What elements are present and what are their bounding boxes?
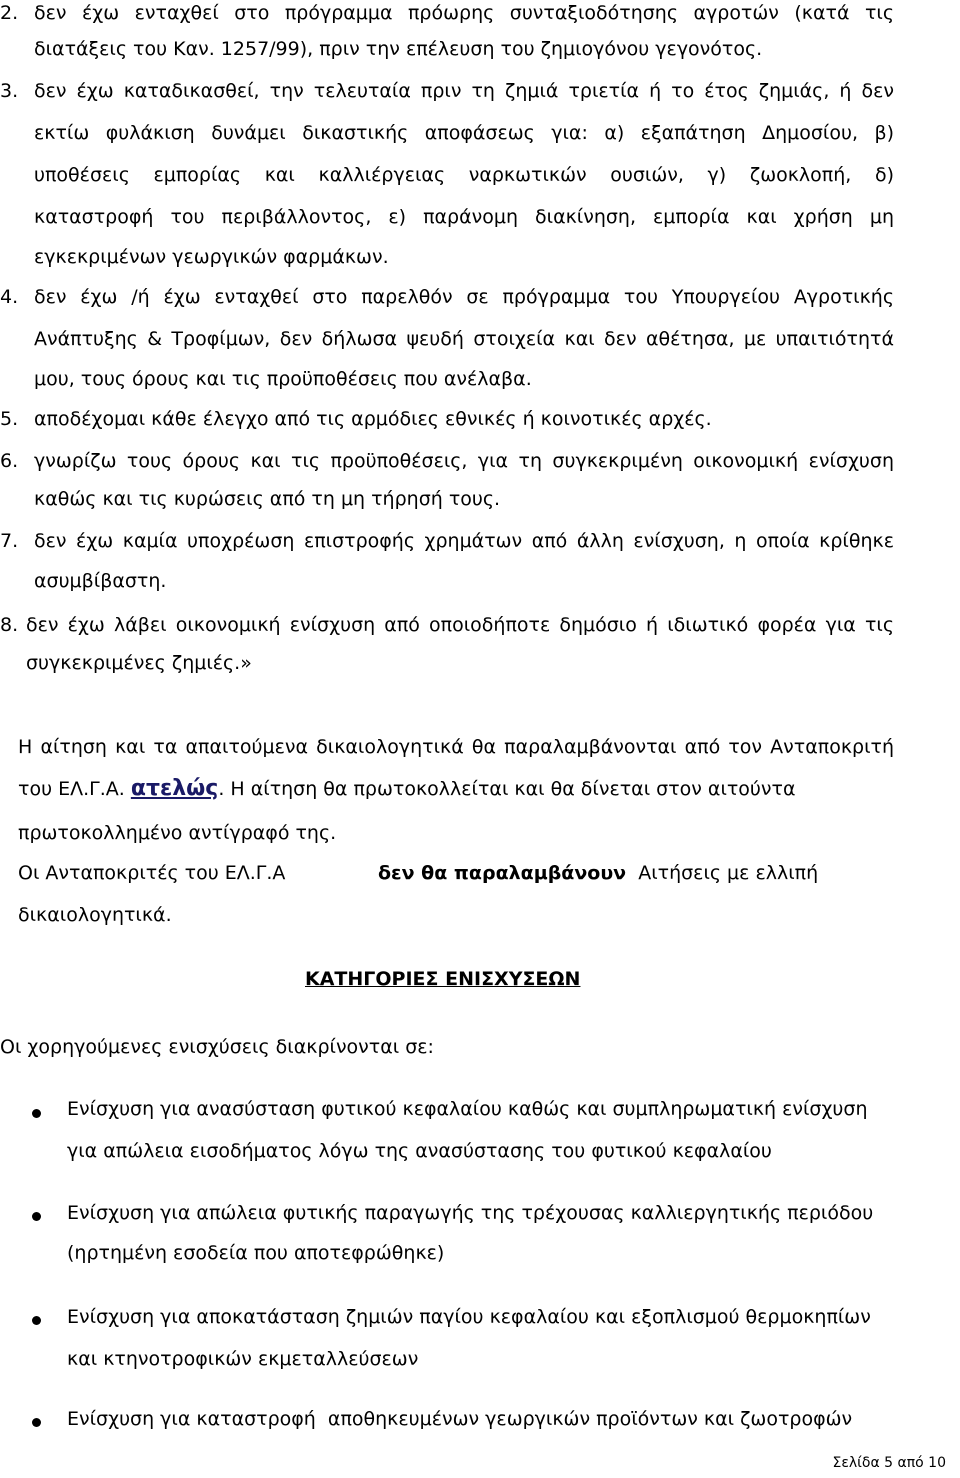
list-item-line: καθώς και τις κυρώσεις από τη μη τήρησή τους. xyxy=(34,488,501,510)
bullet-item-line: και κτηνοτροφικών εκμεταλλεύσεων xyxy=(67,1348,419,1370)
submission-text: Οι Ανταποκριτές του ΕΛ.Γ.Α xyxy=(18,862,286,884)
list-number: 7. xyxy=(0,530,19,552)
bullet-icon xyxy=(32,1418,41,1427)
submission-text xyxy=(18,776,796,801)
list-item-line: μου, τους όρους και τις προϋποθέσεις που ανέλαβα. xyxy=(34,368,532,390)
list-item-line: συγκεκριμένες ζημιές.» xyxy=(26,652,252,674)
list-item-line: δεν έχω καταδικασθεί, την τελευταία πριν τη ζημιά τριετία ή το έτος ζημιάς, ή δεν xyxy=(34,80,894,102)
list-item-line: Ανάπτυξης & Τροφίμων, δεν δήλωσα ψευδή στοιχεία και δεν αθέτησα, με υπαιτιότητά xyxy=(34,328,894,350)
submission-text: Αιτήσεις με ελλιπή xyxy=(638,862,819,884)
list-number: 4. xyxy=(0,286,19,308)
bullet-item-line: Ενίσχυση για ανασύσταση φυτικού κεφαλαίου καθώς και συμπληρωματική ενίσχυση xyxy=(67,1098,868,1120)
list-item-line: ασυμβίβαστη. xyxy=(34,570,167,592)
list-item-line: εγκεκριμένων γεωργικών φαρμάκων. xyxy=(34,246,389,268)
list-item-line: γνωρίζω τους όρους και τις προϋποθέσεις, για τη συγκεκριμένη οικονομική ενίσχυση xyxy=(34,450,894,472)
emphasis-phrase: δεν θα παραλαμβάνουν xyxy=(378,862,627,884)
list-item-line: εκτίω φυλάκιση δυνάμει δικαστικής αποφάσεως για: α) εξαπάτηση Δημοσίου, β) xyxy=(34,122,894,144)
bullet-item-line: Ενίσχυση για καταστροφή αποθηκευμένων γεωργικών προϊόντων και ζωοτροφών xyxy=(67,1408,853,1430)
section-heading: ΚΑΤΗΓΟΡΙΕΣ ΕΝΙΣΧΥΣΕΩΝ xyxy=(305,968,581,990)
list-item-line: αποδέχομαι κάθε έλεγχο από τις αρμόδιες εθνικές ή κοινοτικές αρχές. xyxy=(34,408,712,430)
list-number: 3. xyxy=(0,80,19,102)
list-number: 8. xyxy=(0,614,19,636)
categories-intro: Οι χορηγούμενες ενισχύσεις διακρίνονται σε: xyxy=(0,1036,434,1058)
list-item-line: δεν έχω /ή έχω ενταχθεί στο παρελθόν σε πρόγραμμα του Υπουργείου Αγροτικής xyxy=(34,286,894,308)
bullet-icon xyxy=(32,1109,41,1118)
submission-paragraph-line: Η αίτηση και τα απαιτούμενα δικαιολογητικά θα παραλαμβάνονται από τον Ανταποκριτή xyxy=(18,736,894,758)
submission-paragraph-line: δικαιολογητικά. xyxy=(18,904,172,926)
list-number: 5. xyxy=(0,408,19,430)
bullet-item-line: (ηρτημένη εσοδεία που αποτεφρώθηκε) xyxy=(67,1242,445,1264)
bullet-item-line: για απώλεια εισοδήματος λόγω της ανασύστασης του φυτικού κεφαλαίου xyxy=(67,1140,772,1162)
submission-text: του ΕΛ.Γ.Α. xyxy=(18,778,125,800)
list-number: 2. xyxy=(0,2,19,24)
bullet-item-line: Ενίσχυση για απώλεια φυτικής παραγωγής της τρέχουσας καλλιεργητικής περιόδου xyxy=(67,1202,874,1224)
emphasis-word: ατελώς xyxy=(130,776,219,801)
submission-paragraph-line xyxy=(18,862,818,884)
page-number: Σελίδα 5 από 10 xyxy=(832,1455,946,1471)
bullet-item-line: Ενίσχυση για αποκατάσταση ζημιών παγίου κεφαλαίου και εξοπλισμού θερμοκηπίων xyxy=(67,1306,871,1328)
list-item-line: καταστροφή του περιβάλλοντος, ε) παράνομη διακίνηση, εμπορία και χρήση μη xyxy=(34,206,894,228)
submission-text: . Η αίτηση θα πρωτοκολλείται και θα δίνεται στον αιτούντα xyxy=(218,778,796,800)
list-number: 6. xyxy=(0,450,19,472)
list-item-line: δεν έχω καμία υποχρέωση επιστροφής χρημάτων από άλλη ενίσχυση, η οποία κρίθηκε xyxy=(34,530,894,552)
bullet-icon xyxy=(32,1212,41,1221)
list-item-line: υποθέσεις εμπορίας και καλλιέργειας ναρκωτικών ουσιών, γ) ζωοκλοπή, δ) xyxy=(34,164,894,186)
list-item-line: δεν έχω ενταχθεί στο πρόγραμμα πρόωρης συνταξιοδότησης αγροτών (κατά τις xyxy=(34,2,894,24)
bullet-icon xyxy=(32,1316,41,1325)
submission-paragraph-line xyxy=(18,776,894,801)
submission-paragraph-line: πρωτοκολλημένο αντίγραφό της. xyxy=(18,822,337,844)
list-item-line: διατάξεις του Καν. 1257/99), πριν την επέλευση του ζημιογόνου γεγονότος. xyxy=(34,38,763,60)
list-item-line: δεν έχω λάβει οικονομική ενίσχυση από οποιοδήποτε δημόσιο ή ιδιωτικό φορέα για τις xyxy=(26,614,894,636)
